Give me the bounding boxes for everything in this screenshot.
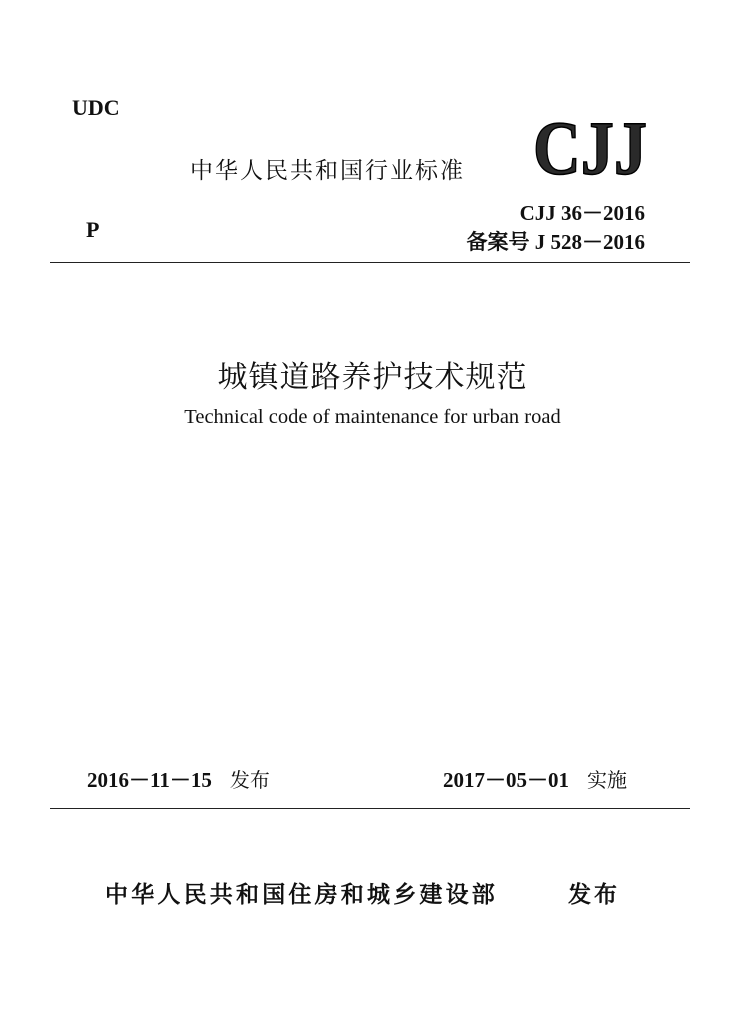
issue-label: 发布 [229, 768, 270, 792]
implementation-date-line [443, 764, 627, 794]
svg-text:CJJ: CJJ [533, 107, 647, 191]
standard-number: CJJ 36－2016 [519, 201, 645, 225]
issue-date-line [87, 764, 270, 794]
record-number: 备案号 J 528－2016 [466, 230, 645, 254]
publisher-label: 发布 [568, 882, 620, 908]
title-chinese: 城镇道路养护技术规范 [217, 360, 528, 395]
implementation-label: 实施 [587, 768, 627, 792]
bottom-divider [50, 808, 690, 809]
cjj-logo [532, 107, 648, 191]
udc-label: UDC [72, 95, 120, 120]
industry-standard-heading: 中华人民共和国行业标准 [190, 158, 465, 184]
title-english: Technical code of maintenance for urban road [184, 406, 561, 428]
implementation-date: 2017－05－01 [443, 768, 569, 792]
issue-date: 2016－11－15 [87, 768, 212, 792]
classification-code: P [86, 217, 100, 242]
top-divider [50, 262, 690, 263]
publisher-name: 中华人民共和国住房和城乡建设部 [105, 882, 498, 908]
